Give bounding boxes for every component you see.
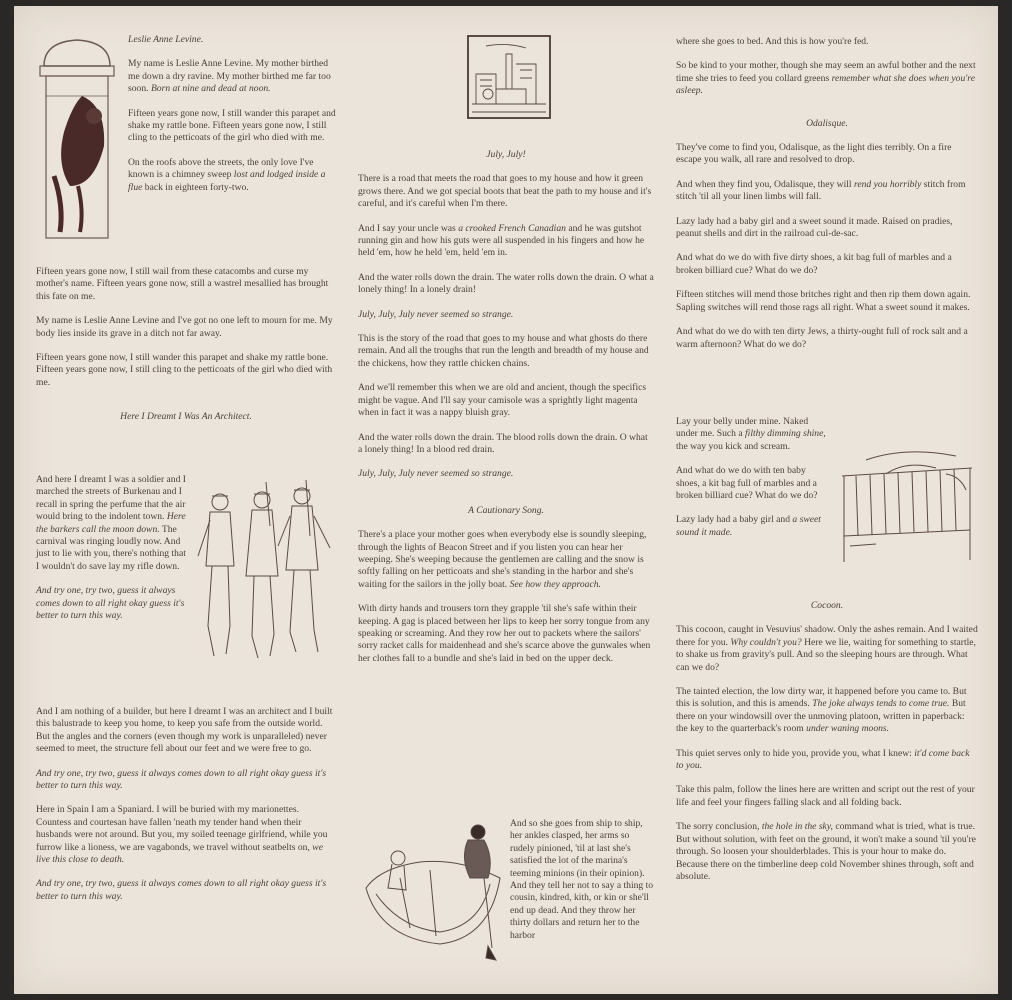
song-title-july-july: July, July! (486, 149, 526, 160)
paragraph: Fifteen years gone now, I still wander this parapet and shake my rattle bone. Fifteen years gone now, I still cling to the petticoats of the girl who died with me. (128, 107, 336, 144)
paragraph: And when they find you, Odalisque, they will rend you horribly stitch from stitch 'til all your linen limbs will fall. (676, 178, 966, 203)
paragraph: July, July, July never seemed so strange. (358, 468, 514, 480)
paragraph: There is a road that meets the road that goes to my house and how it green grows there. And we got special boots that beat the path to my house and it's careful, and it's careful when I'm there. (358, 173, 652, 210)
paragraph: Lazy lady had a baby girl and a sweet sound it made. (676, 514, 821, 538)
paragraph: My name is Leslie Anne Levine and I've got no one left to mourn for me. My body lies inside its grave in a ditch not far away. (36, 315, 333, 339)
paragraph: Lazy lady had a baby girl and a sweet sound it made. Raised on pradies, peanut shells and dirt in the railroad cul-de-sac. (676, 215, 953, 240)
paragraph: And so she goes from ship to ship, her ankles clasped, her arms so rudely pinioned, 'til at last she's satisfied the lot of the marina's teeming minions (in their opinion). And they tell her not to say a thing to cousin, kindred, kith, or kin or she'll end up dead. And they throw her thirty dollars and return her to the harbor (510, 818, 654, 941)
paragraph: And try one, try two, guess it always comes down to all right okay guess it's better to turn this way. (36, 767, 327, 792)
paragraph: And I am nothing of a builder, but here I dreamt I was an architect and I built this balustrade to keep you home, to keep you safe from the outside world. But the angles and the corners (even though my work is unparalleled) never seemed to meet, the structure fell about our feet and we were free to go. (36, 706, 333, 755)
marching-soldiers-illustration (190, 476, 338, 666)
paragraph: Fifteen stitches will mend those britches right and then rip them down again. Sapling switches will rend those rags all right. What a sweet sound it makes. (676, 289, 971, 313)
paragraph: And what do we do with ten dirty Jews, a thirty-ought full of rock salt and a warm afternoon? What do we do? (676, 326, 968, 350)
paragraph: So be kind to your mother, though she may seem an awful bother and the next time she tries to feed you collard greens remember what she does when you're asleep. (676, 60, 976, 97)
paragraph: And what do we do with five dirty shoes, a kit bag full of marbles and a broken billiard cue? What do we do? (676, 252, 952, 276)
paragraph: And I say your uncle was a crooked French Canadian and he was gutshot running gin and how his guts were all suspended in his fingers and how he held 'em, how he held 'em, held 'em in. (358, 222, 645, 259)
rowboat-illustration (360, 818, 506, 964)
paragraph: With dirty hands and trousers torn they grapple 'til she's safe within their keeping. A gag is placed between her lips to keep her sorry tongue from any speaking or screaming. And they row her out to packets where the sailors' sorry racket calls for maidenhead and she's scarce above the gunwales when her clothes fall to a bundle and she's laid in bed on the upper deck. (358, 603, 651, 664)
paragraph: And we'll remember this when we are old and ancient, though the specifics might be vague. And I'll say your camisole was a sprightly light magenta when in fact it was a nappy bluish gray. (358, 382, 647, 419)
song-title-odalisque: Odalisque. (806, 117, 848, 129)
paragraph: Lay your belly under mine. Naked under me. Such a filthy dimming shine, the way you kick and scream. (676, 416, 826, 452)
paragraph: This is the story of the road that goes to my house and what ghosts do there remain. And all the troughs that run the length and breadth of my house and the chickens, how they rattle chicken chains. (358, 333, 649, 369)
lyric-sheet (14, 6, 998, 994)
paragraph: Take this palm, follow the lines here are written and script out the rest of your life and feel your fingers falling slack and all folding back. (676, 784, 975, 808)
paragraph: Fifteen years gone now, I still wail from these catacombs and curse my mother's name. Fifteen years gone now, still a wastrel mesallied has brought this fate on me. (36, 266, 329, 302)
song-title-cocoon: Cocoon. (810, 600, 844, 611)
paragraph: Here in Spain I am a Spaniard. I will be buried with my marionettes. Countess and courtesan have fallen 'neath my tender hand when their husbands were not around. But you, my soiled teenage girlfriend, while you furrow like a lioness, we are vagabonds, we travel without seatbelts on, we live this close to death. (36, 804, 328, 866)
paragraph: The sorry conclusion, the hole in the sky, command what is tried, what is true. But without solution, with feet on the ground, it won't make a sound 'til you're through. So loosen your shoulderblades. This is your hour to make do. Because there on the timberline deep cold November shines through, soft and absolute. (676, 821, 976, 882)
paragraph: And try one, try two, guess it always comes down to all right okay guess it's better to turn this way. (36, 585, 185, 622)
paragraph: Fifteen years gone now, I still wander this parapet and shake my rattle bone. Fifteen years gone now, I still cling to the petticoats of the girl who died with me. (36, 352, 333, 388)
paragraph: And try one, try two, guess it always comes down to all right okay guess it's better to turn this way. (36, 878, 327, 902)
paragraph: And the water rolls down the drain. The blood rolls down the drain. O what a lonely thing! In a blood red drain. (358, 431, 648, 455)
factory-illustration (466, 34, 552, 120)
paragraph: And what do we do with ten baby shoes, a kit bag full of marbles and a broken billiard cue? What do we do? (676, 465, 818, 502)
paragraph: They've come to find you, Odalisque, as the light dies terribly. On a fire escape you walk, all rare and resolved to drop. (676, 142, 952, 166)
song-title-architect: Here I Dreamt I Was An Architect. (120, 411, 252, 423)
paragraph: And here I dreamt I was a soldier and I marched the streets of Burkenau and I recall in spring the perfume that the air would bring to the indolent town. Here the barkers call the moon down. The carnival was ringing loudly now. And just to lie with you, there's nothing that I wouldn't do save lay my rifle down. (36, 474, 186, 572)
song-title-cautionary-song: A Cautionary Song. (468, 504, 544, 516)
chimney-sweep-illustration (34, 36, 120, 244)
paragraph: This quiet serves only to hide you, provide you, what I knew: it'd come back to you. (676, 747, 970, 772)
crib-illustration (836, 446, 978, 566)
paragraph: And the water rolls down the drain. The water rolls down the drain. O what a lonely thing! In a lonely drain! (358, 271, 654, 296)
song-title-leslie-anne-levine: Leslie Anne Levine. (128, 34, 204, 45)
paragraph: July, July, July never seemed so strange. (358, 308, 514, 320)
paragraph: On the roofs above the streets, the only love I've known is a chimney sweep lost and lodged inside a flue back in eighteen forty-two. (128, 156, 326, 193)
paragraph: The tainted election, the low dirty war, it happened before you came to. But this is solution, and this is amends. The joke always tends to come true. But there on your windowsill over the unmoving platoon, written in paperback: the key to the quarterback's room under waning moons. (676, 686, 967, 735)
paragraph: where she goes to bed. And this is how you're fed. (676, 36, 869, 47)
paragraph: My name is Leslie Anne Levine. My mother birthed me down a dry ravine. My mother birthed me far too soon. Born at nine and dead at noon. (128, 58, 331, 95)
paragraph: There's a place your mother goes when everybody else is soundly sleeping, through the lights of Beacon Street and if you listen you can hear her weeping. She's weeping because the gentlemen are calling and the snow is softly falling on her petticoats and she's standing in the harbor and she's waiting for the sailors in the jolly boat. See how they approach. (358, 529, 647, 590)
paragraph: This cocoon, caught in Vesuvius' shadow. Only the ashes remain. And I waited there for you. Why couldn't you? Here we lie, waiting for something to startle, to shake us from gravity's pull. And so the sleeping hours are through. What can we do? (676, 624, 978, 673)
